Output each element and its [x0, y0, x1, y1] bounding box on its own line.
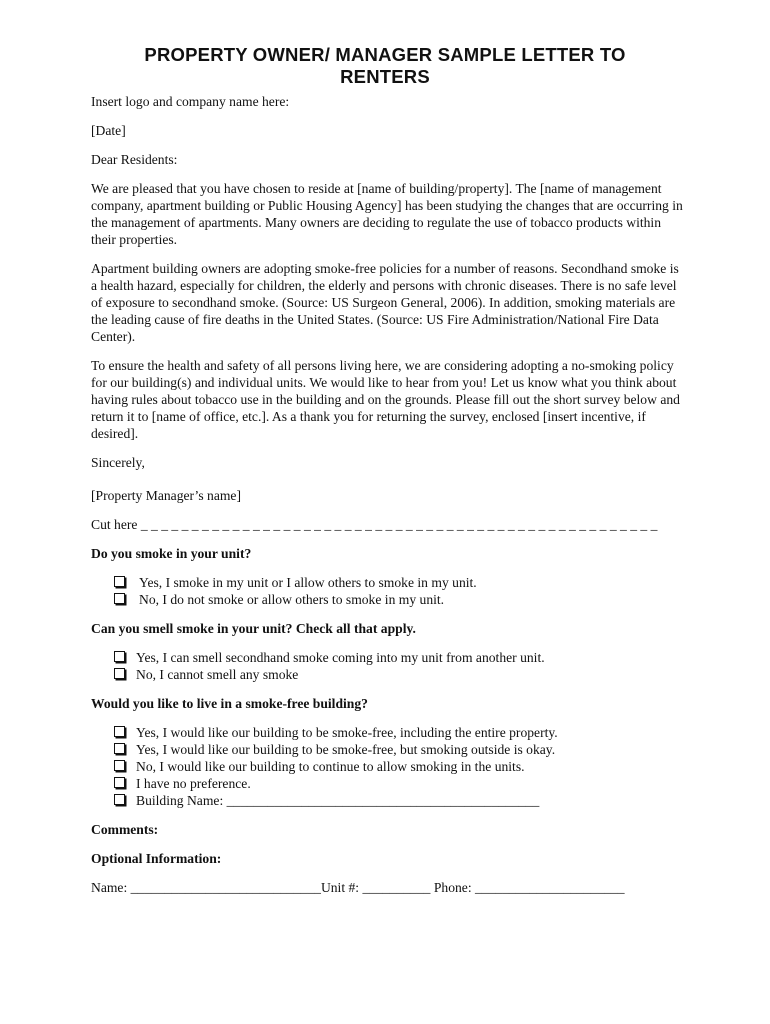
- question-smell-smoke: Can you smell smoke in your unit? Check all that apply.: [91, 621, 416, 636]
- question-smoke-in-unit: Do you smoke in your unit?: [91, 546, 252, 561]
- checkbox-icon[interactable]: [114, 593, 125, 604]
- option-label: Yes, I would like our building to be smoke-free, including the entire property.: [136, 725, 558, 740]
- option-label: No, I do not smoke or allow others to smoke in my unit.: [139, 592, 445, 607]
- option-label: Yes, I would like our building to be smoke-free, but smoking outside is okay.: [136, 742, 556, 757]
- option-item[interactable]: [91, 724, 685, 741]
- options-smoke-free-building: [91, 724, 685, 809]
- building-name-field[interactable]: Building Name: ______________________________________________: [136, 793, 540, 808]
- option-label: No, I would like our building to continue to allow smoking in the units.: [136, 759, 525, 774]
- option-item[interactable]: [91, 649, 685, 666]
- letter-body: [91, 93, 685, 908]
- paragraph-request: To ensure the health and safety of all persons living here, we are considering adopting a no-smoking policy for our building(s) and individual units. We would like to hear from you! Let us know what you think about having rules about tobacco use in the building and on the grounds. Please fill out the short survey below and return it to [name of office, etc.]. As a thank you for returning the survey, enclosed [insert incentive, if desired].: [91, 358, 680, 441]
- checkbox-icon[interactable]: [114, 668, 125, 679]
- option-item[interactable]: [91, 574, 685, 591]
- option-item[interactable]: [91, 591, 685, 608]
- option-item[interactable]: [91, 741, 685, 758]
- option-item[interactable]: [91, 666, 685, 683]
- paragraph-reasons: Apartment building owners are adopting smoke-free policies for a number of reasons. Secondhand smoke is a health hazard, especially for children, the elderly and persons with chronic diseases. There is no safe level of exposure to secondhand smoke. (Source: US Surgeon General, 2006). In addition, smoking materials are the leading cause of fire deaths in the United States. (Source: US Fire Administration/National Fire Data Center).: [91, 261, 679, 344]
- checkbox-icon[interactable]: [114, 726, 125, 737]
- checkbox-icon[interactable]: [114, 794, 125, 805]
- option-label: Yes, I can smell secondhand smoke coming into my unit from another unit.: [136, 650, 545, 665]
- option-label: I have no preference.: [136, 776, 251, 791]
- checkbox-icon[interactable]: [114, 743, 125, 754]
- checkbox-icon[interactable]: [114, 576, 125, 587]
- document-title: [90, 44, 680, 88]
- checkbox-icon[interactable]: [114, 760, 125, 771]
- comments-label: Comments:: [91, 822, 159, 837]
- checkbox-icon[interactable]: [114, 651, 125, 662]
- optional-info-label: Optional Information:: [91, 851, 222, 866]
- question-smoke-free-building: Would you like to live in a smoke-free building?: [91, 696, 368, 711]
- option-label: No, I cannot smell any smoke: [136, 667, 299, 682]
- option-item[interactable]: [91, 792, 685, 809]
- signature-placeholder: [Property Manager’s name]: [91, 488, 241, 503]
- date-placeholder: [Date]: [91, 123, 126, 138]
- option-item[interactable]: [91, 775, 685, 792]
- logo-instruction: Insert logo and company name here:: [91, 94, 290, 109]
- closing: Sincerely,: [91, 455, 145, 470]
- options-smoke-in-unit: [91, 574, 685, 608]
- option-label: Yes, I smoke in my unit or I allow others to smoke in my unit.: [139, 575, 477, 590]
- contact-fields-line[interactable]: Name: ____________________________Unit #: __________ Phone: ______________________: [91, 880, 625, 895]
- option-item[interactable]: [91, 758, 685, 775]
- cut-here-line: Cut here _ _ _ _ _ _ _ _ _ _ _ _ _ _ _ _ _ _ _ _ _ _ _ _ _ _ _ _ _ _ _ _ _ _ _ _ _ _ _ _ _ _ _ _ _ _ _ _ _ _ _: [91, 517, 658, 532]
- checkbox-icon[interactable]: [114, 777, 125, 788]
- title-line-2: RENTERS: [340, 66, 430, 87]
- greeting: Dear Residents:: [91, 152, 178, 167]
- options-smell-smoke: [91, 649, 685, 683]
- paragraph-intro: We are pleased that you have chosen to reside at [name of building/property]. The [name of management company, apartment building or Public Housing Agency] has been studying the changes that are occurring in the management of apartments. Many owners are deciding to regulate the use of tobacco products within their properties.: [91, 181, 683, 247]
- title-line-1: PROPERTY OWNER/ MANAGER SAMPLE LETTER TO: [144, 44, 626, 65]
